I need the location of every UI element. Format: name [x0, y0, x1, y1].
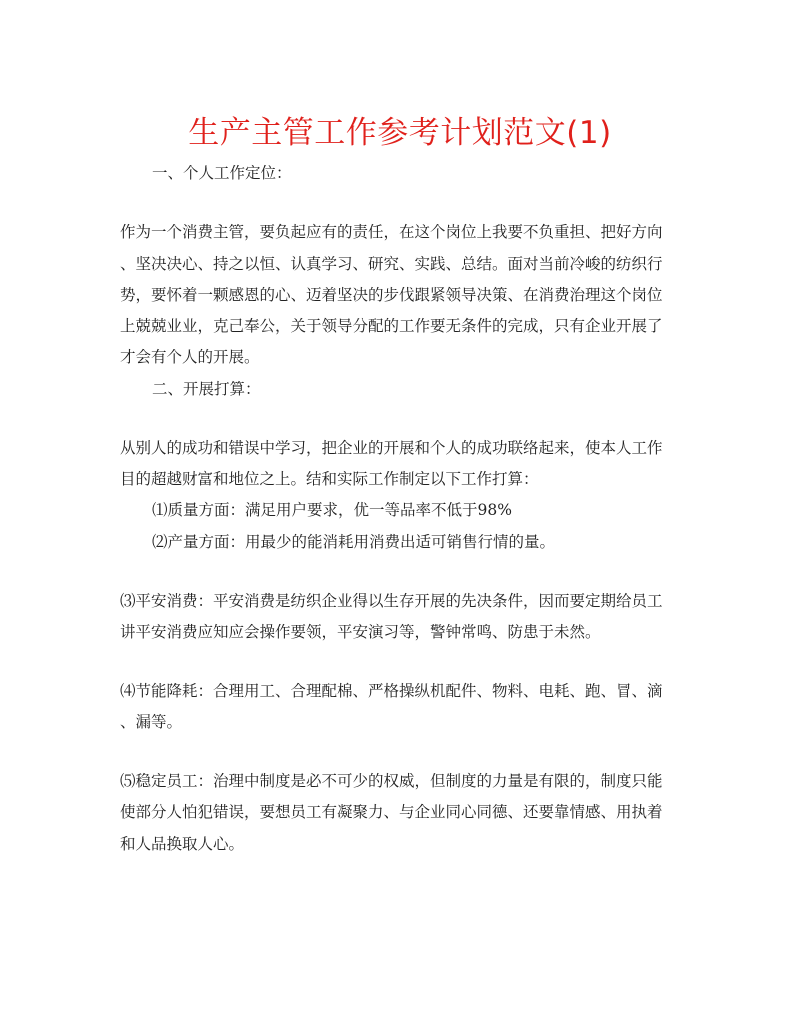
paragraph-line: 目的超越财富和地位之上。结和实际工作制定以下工作打算：	[120, 470, 539, 488]
section-heading-2: 二、开展打算：	[152, 380, 261, 398]
list-item-energy: ⑷节能降耗：合理用工、合理配棉、严格操纵机配件、物料、电耗、跑、冒、滴	[120, 682, 663, 700]
paragraph-line: 、坚决决心、持之以恒、认真学习、研究、实践、总结。面对当前冷峻的纺织行	[120, 255, 663, 273]
paragraph-line: 才会有个人的开展。	[120, 348, 260, 366]
paragraph-line: 、漏等。	[120, 713, 183, 731]
paragraph-line: 从别人的成功和错误中学习，把企业的开展和个人的成功联络起来，使本人工作	[120, 439, 663, 457]
paragraph-line: 讲平安消费应知应会操作要领，平安演习等，警钟常鸣、防患于未然。	[120, 623, 601, 641]
list-item-output: ⑵产量方面：用最少的能消耗用消费出适可销售行情的量。	[152, 533, 556, 551]
section-heading-1: 一、个人工作定位：	[152, 164, 292, 182]
document-title: 生产主管工作参考计划范文(1)	[188, 115, 612, 151]
list-item-staff: ⑸稳定员工：治理中制度是必不可少的权威，但制度的力量是有限的，制度只能	[120, 772, 663, 790]
list-item-quality: ⑴质量方面：满足用户要求，优一等品率不低于98%	[152, 501, 512, 519]
list-item-safety: ⑶平安消费：平安消费是纺织企业得以生存开展的先决条件，因而要定期给员工	[120, 592, 663, 610]
paragraph-line: 使部分人怕犯错误，要想员工有凝聚力、与企业同心同德、还要靠情感、用执着	[120, 803, 663, 821]
paragraph-line: 上兢兢业业，克己奉公，关于领导分配的工作要无条件的完成，只有企业开展了	[120, 317, 663, 335]
paragraph-line: 势，要怀着一颗感恩的心、迈着坚决的步伐跟紧领导决策、在消费治理这个岗位	[120, 286, 663, 304]
paragraph-line: 作为一个消费主管，要负起应有的责任，在这个岗位上我要不负重担、把好方向	[120, 223, 663, 241]
paragraph-line: 和人品换取人心。	[120, 835, 245, 853]
